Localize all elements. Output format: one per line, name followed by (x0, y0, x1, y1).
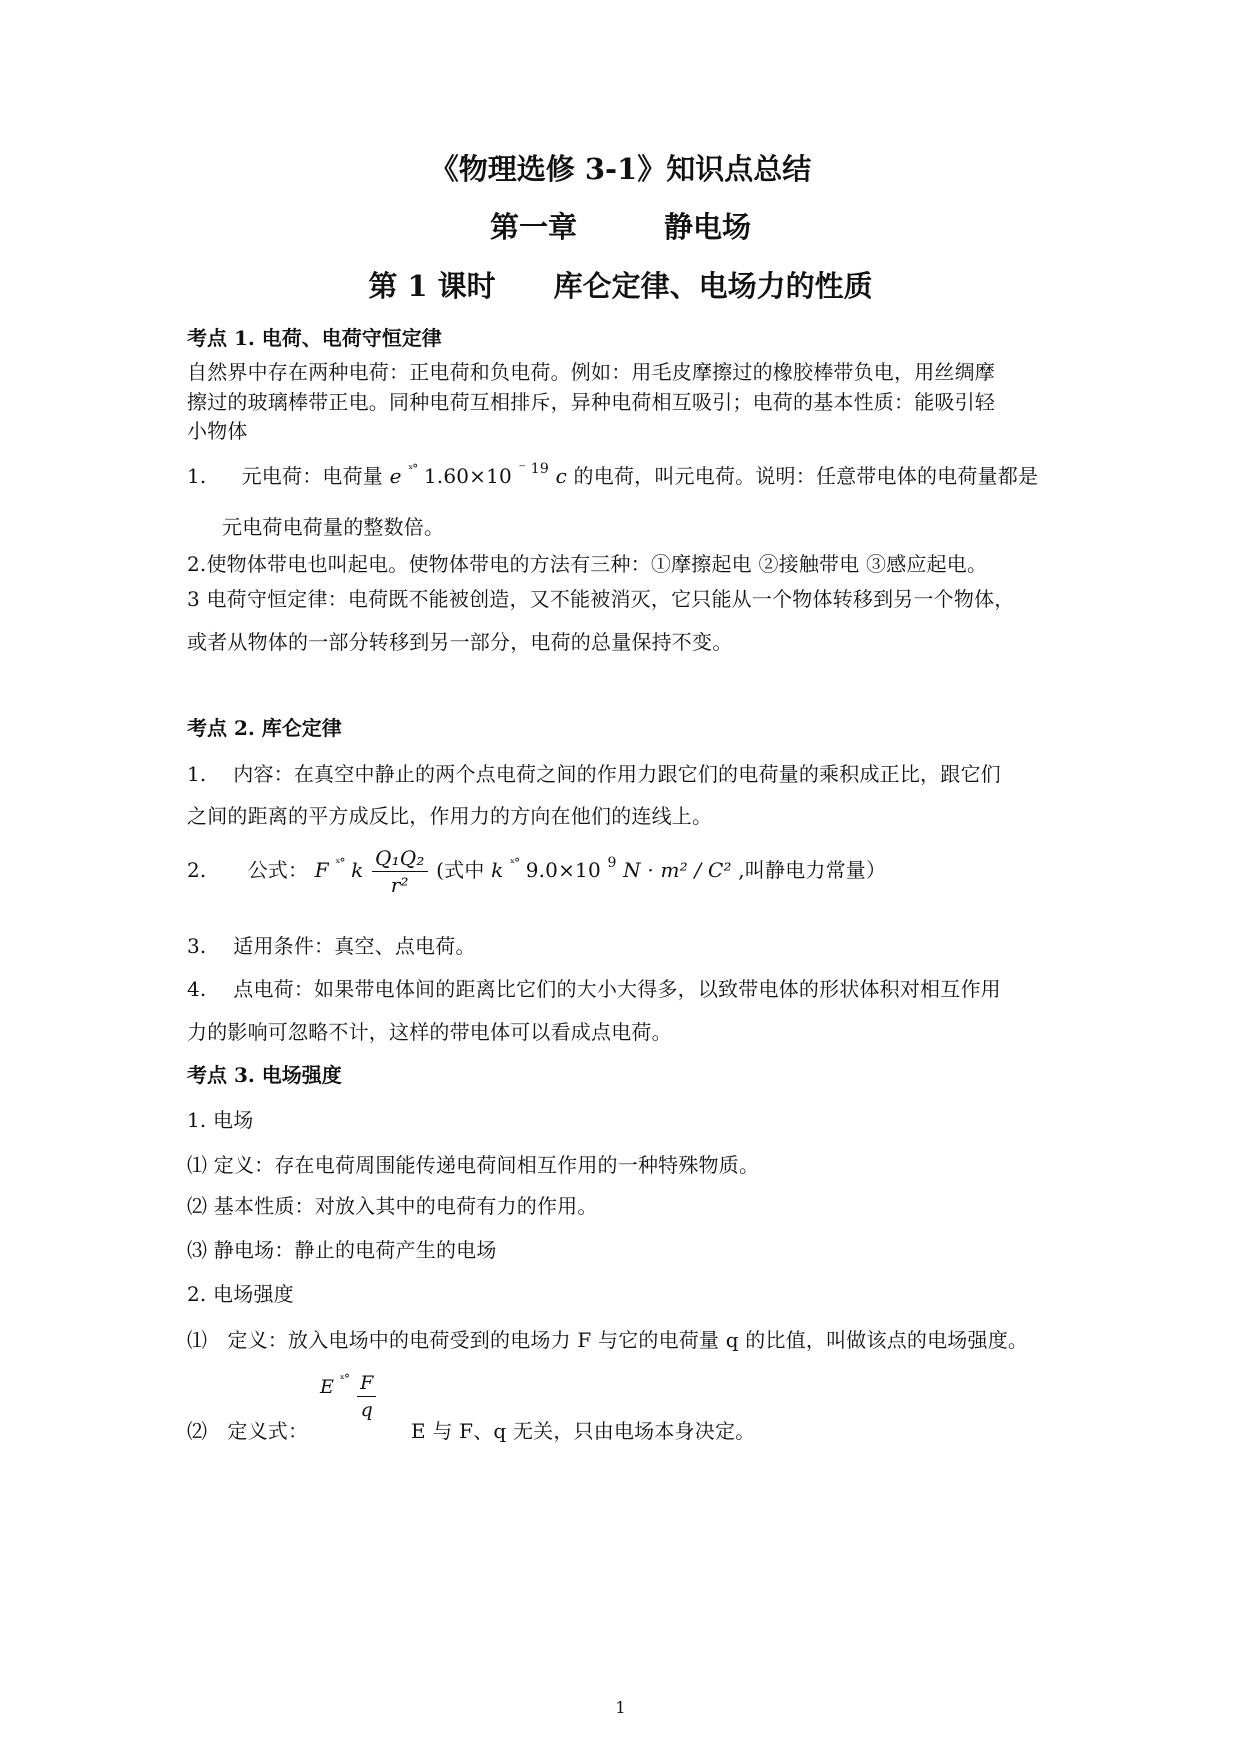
coulomb-fraction (372, 845, 428, 898)
chapter-title: 第一章 静电场 (489, 210, 751, 244)
item-number: 2. (187, 858, 207, 882)
document-title: 《物理选修 3-1》知识点总结 (429, 152, 812, 186)
section1-item3-line2: 或者从物体的一部分转移到另一部分，电荷的总量保持不变。 (187, 630, 733, 654)
section3-sub2-item2-label: ⑵ 定义式： (187, 1419, 309, 1443)
section1-item3-line1: 3 电荷守恒定律：电荷既不能被创造，又不能被消灭，它只能从一个物体转移到另一个物体， (187, 587, 1015, 611)
section3-sub1-item2: ⑵ 基本性质：对放入其中的电荷有力的作用。 (187, 1194, 598, 1218)
section3-sub2-item1: ⑴ 定义：放入电场中的电荷受到的电场力 F 与它的电荷量 q 的比值，叫做该点的电场强度。 (187, 1328, 1029, 1352)
fraction-numerator: Q₁Q₂ (372, 845, 428, 872)
math-value: 9.0×10 (525, 858, 601, 882)
fraction-denominator: r² (390, 873, 409, 897)
math-value: 1.60×10 (423, 464, 512, 488)
math-k2: k (491, 858, 504, 882)
section3-sub2: 2. 电场强度 (187, 1282, 294, 1306)
section2-item2-formula (187, 845, 886, 898)
section1-item2: 2.使物体带电也叫起电。使物体带电的方法有三种：①摩擦起电 ②接触带电 ③感应起电。 (187, 552, 988, 576)
paren-text: (式中 (436, 858, 485, 882)
math-e: e (389, 464, 402, 488)
page-number: 1 (615, 1698, 626, 1717)
section3-sub1-item3: ⑶ 静电场：静止的电荷产生的电场 (187, 1238, 497, 1262)
approx-symbol: ˣ° (408, 462, 418, 476)
math-E: E (320, 1376, 334, 1398)
efield-formula (320, 1372, 378, 1423)
section2-item4-line1: 4. 点电荷：如果带电体间的距离比它们的大小大得多，以致带电体的形状体积对相互作用 (187, 977, 1001, 1001)
lesson-title: 第 1 课时 库仑定律、电场力的性质 (368, 269, 873, 303)
math-exponent: 9 (607, 855, 617, 871)
fraction-denominator: q (360, 1399, 373, 1421)
section2-item1-line2: 之间的距离的平方成反比，作用力的方向在他们的连线上。 (187, 804, 713, 828)
item-text: 元电荷：电荷量 (241, 464, 384, 488)
math-k: k (351, 858, 364, 882)
efield-fraction (357, 1370, 376, 1423)
section1-heading: 考点 1. 电荷、电荷守恒定律 (187, 326, 442, 350)
section1-item1-line2: 元电荷电荷量的整数倍。 (222, 515, 445, 539)
math-units: N · m² / C² (623, 858, 732, 882)
section1-item1 (187, 460, 1038, 489)
math-exponent: ⁻ 19 (518, 461, 550, 477)
section1-intro-line3: 小物体 (187, 419, 248, 443)
section2-item4-line2: 力的影响可忽略不计，这样的带电体可以看成点电荷。 (187, 1020, 672, 1044)
section3-sub1: 1. 电场 (187, 1108, 254, 1132)
item-number: 1. (187, 464, 207, 488)
approx-symbol: ˣ° (510, 856, 520, 870)
section2-heading: 考点 2. 库仑定律 (187, 716, 342, 740)
section3-heading: 考点 3. 电场强度 (187, 1063, 342, 1087)
section1-intro-line2: 擦过的玻璃棒带正电。同种电荷互相排斥，异种电荷相互吸引；电荷的基本性质：能吸引轻 (187, 390, 995, 414)
section1-intro-line1: 自然界中存在两种电荷：正电荷和负电荷。例如：用毛皮摩擦过的橡胶棒带负电，用丝绸摩 (187, 360, 995, 384)
section2-item1-line1: 1. 内容：在真空中静止的两个点电荷之间的作用力跟它们的电荷量的乘积成正比，跟它们 (187, 762, 1001, 786)
math-unit: c (555, 464, 567, 488)
formula-label: 公式： (247, 858, 309, 882)
math-F: F (314, 858, 329, 882)
approx-symbol: ˣ° (335, 856, 345, 870)
fraction-numerator: F (357, 1370, 376, 1397)
formula-tail: ,叫静电力常量） (738, 858, 887, 882)
item-text: 的电荷，叫元电荷。说明：任意带电体的电荷量都是 (573, 464, 1039, 488)
section3-sub1-item1: ⑴ 定义：存在电荷周围能传递电荷间相互作用的一种特殊物质。 (187, 1153, 760, 1177)
approx-symbol: ˣ° (339, 1372, 350, 1386)
section3-sub2-item2-tail: E 与 F、q 无关，只由电场本身决定。 (411, 1419, 756, 1443)
section2-item3: 3. 适用条件：真空、点电荷。 (187, 934, 476, 958)
